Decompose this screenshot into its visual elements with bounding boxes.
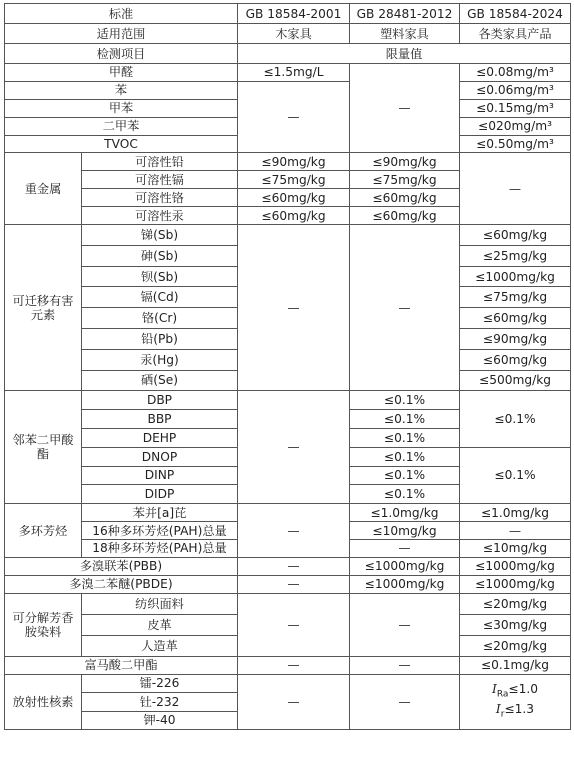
value-cell: ≤500mg/kg xyxy=(460,370,571,391)
value-cell: ≤30mg/kg xyxy=(460,614,571,635)
dash-cell: — xyxy=(238,391,350,504)
value-cell: ≤60mg/kg xyxy=(350,189,460,207)
item-name: 可溶性汞 xyxy=(82,207,238,225)
dash-cell: — xyxy=(460,153,571,225)
value-cell: ≤020mg/m³ xyxy=(460,117,571,135)
value-cell: ≤10mg/kg xyxy=(350,522,460,540)
value-cell: ≤0.1% xyxy=(350,447,460,466)
dash-cell: — xyxy=(350,64,460,153)
ira-value: ≤1.0 xyxy=(508,682,538,697)
item-bap: 苯并[a]芘 xyxy=(82,504,238,522)
scope-2012: 塑料家具 xyxy=(350,24,460,44)
scope-2001: 木家具 xyxy=(238,24,350,44)
dash-cell: — xyxy=(238,593,350,656)
ir-symbol: I xyxy=(495,701,501,716)
value-cell: ≤75mg/kg xyxy=(350,171,460,189)
value-cell: ≤25mg/kg xyxy=(460,245,571,266)
group-pah: 多环芳烃 xyxy=(5,504,82,558)
value-cell: ≤1.0mg/kg xyxy=(460,504,571,522)
value-cell: ≤1000mg/kg xyxy=(460,575,571,593)
item-xylene: 二甲苯 xyxy=(5,117,238,135)
value-cell: ≤60mg/kg xyxy=(460,349,571,370)
table-row xyxy=(5,557,571,575)
item-artificial-leather: 人造革 xyxy=(82,635,238,656)
item-name: 钡(Sb) xyxy=(82,266,238,287)
value-cell: ≤60mg/kg xyxy=(238,189,350,207)
header-row-items xyxy=(5,44,571,64)
group-migratable: 可迁移有害元素 xyxy=(5,225,82,391)
value-cell: ≤0.1% xyxy=(350,466,460,485)
item-pah18: 18种多环芳烃(PAH)总量 xyxy=(82,539,238,557)
item-name: 汞(Hg) xyxy=(82,349,238,370)
item-label: 检测项目 xyxy=(5,44,238,64)
item-name: 锑(Sb) xyxy=(82,225,238,246)
dash-cell: — xyxy=(238,656,350,674)
item-name: 可溶性铬 xyxy=(82,189,238,207)
value-cell: ≤1000mg/kg xyxy=(350,575,460,593)
ir-line xyxy=(462,702,568,721)
item-ra226: 镭-226 xyxy=(82,674,238,693)
group-phthalates: 邻苯二甲酸酯 xyxy=(5,391,82,504)
scope-2024: 各类家具产品 xyxy=(460,24,571,44)
value-cell: ≤0.1mg/kg xyxy=(460,656,571,674)
item-th232: 钍-232 xyxy=(82,693,238,712)
item-leather: 皮革 xyxy=(82,614,238,635)
item-dmf: 富马酸二甲酯 xyxy=(5,656,238,674)
dash-cell: — xyxy=(238,504,350,558)
dash-cell: — xyxy=(350,674,460,730)
std-label: 标准 xyxy=(5,4,238,24)
table-row xyxy=(5,225,571,246)
value-cell: ≤1.5mg/L xyxy=(238,64,350,82)
value-cell: ≤1000mg/kg xyxy=(460,557,571,575)
table-row xyxy=(5,593,571,614)
item-toluene: 甲苯 xyxy=(5,99,238,117)
ira-symbol: I xyxy=(491,682,497,697)
ir-subscript: r xyxy=(500,709,505,720)
item-name: 可溶性铅 xyxy=(82,153,238,171)
table-row xyxy=(5,674,571,693)
table-row xyxy=(5,81,571,99)
value-cell: ≤0.50mg/m³ xyxy=(460,135,571,153)
value-cell: ≤60mg/kg xyxy=(350,207,460,225)
group-radionuclides: 放射性核素 xyxy=(5,674,82,730)
value-cell: ≤0.1% xyxy=(460,391,571,447)
value-cell: ≤0.08mg/m³ xyxy=(460,64,571,82)
table-row xyxy=(5,656,571,674)
ira-subscript: Ra xyxy=(496,689,509,700)
dash-cell: — xyxy=(350,656,460,674)
group-azo: 可分解芳香胺染料 xyxy=(5,593,82,656)
value-cell: ≤0.1% xyxy=(350,410,460,429)
value-cell: ≤0.1% xyxy=(350,485,460,504)
header-row-standard xyxy=(5,4,571,24)
dash-cell: — xyxy=(238,674,350,730)
dash-cell: — xyxy=(238,557,350,575)
value-cell: ≤0.1% xyxy=(460,447,571,503)
item-name: 铅(Pb) xyxy=(82,329,238,350)
std-2024: GB 18584-2024 xyxy=(460,4,571,24)
scope-label: 适用范围 xyxy=(5,24,238,44)
item-pbde: 多溴二苯醚(PBDE) xyxy=(5,575,238,593)
value-cell: ≤90mg/kg xyxy=(460,329,571,350)
value-cell: ≤20mg/kg xyxy=(460,635,571,656)
item-name: 可溶性镉 xyxy=(82,171,238,189)
ira-line xyxy=(462,682,568,701)
item-name: 铬(Cr) xyxy=(82,308,238,329)
std-2012: GB 28481-2012 xyxy=(350,4,460,24)
value-cell: ≤1.0mg/kg xyxy=(350,504,460,522)
group-heavy-metals: 重金属 xyxy=(5,153,82,225)
value-cell: ≤1000mg/kg xyxy=(350,557,460,575)
furniture-standards-table xyxy=(4,3,571,730)
dash-cell: — xyxy=(350,593,460,656)
ir-value: ≤1.3 xyxy=(504,701,535,716)
value-cell: ≤60mg/kg xyxy=(460,308,571,329)
table-row xyxy=(5,575,571,593)
std-2001: GB 18584-2001 xyxy=(238,4,350,24)
item-formaldehyde: 甲醛 xyxy=(5,64,238,82)
item-name: DNOP xyxy=(82,447,238,466)
item-k40: 钾-40 xyxy=(82,711,238,730)
radio-index-cell xyxy=(460,674,571,730)
table-row xyxy=(5,504,571,522)
dash-cell: — xyxy=(460,522,571,540)
value-cell: ≤0.15mg/m³ xyxy=(460,99,571,117)
item-name: 砷(Sb) xyxy=(82,245,238,266)
item-textile: 纺织面料 xyxy=(82,593,238,614)
item-name: DINP xyxy=(82,466,238,485)
limit-label: 限量值 xyxy=(238,44,571,64)
dash-cell: — xyxy=(238,225,350,391)
table-row xyxy=(5,64,571,82)
value-cell: ≤0.1% xyxy=(350,391,460,410)
value-cell: ≤0.1% xyxy=(350,428,460,447)
dash-cell: — xyxy=(238,81,350,153)
value-cell: ≤60mg/kg xyxy=(238,207,350,225)
item-name: 硒(Se) xyxy=(82,370,238,391)
item-benzene: 苯 xyxy=(5,81,238,99)
header-row-scope xyxy=(5,24,571,44)
item-name: DBP xyxy=(82,391,238,410)
item-tvoc: TVOC xyxy=(5,135,238,153)
table-row xyxy=(5,391,571,410)
item-name: DEHP xyxy=(82,428,238,447)
value-cell: ≤75mg/kg xyxy=(460,287,571,308)
value-cell: ≤75mg/kg xyxy=(238,171,350,189)
dash-cell: — xyxy=(350,539,460,557)
value-cell: ≤90mg/kg xyxy=(238,153,350,171)
item-pbb: 多溴联苯(PBB) xyxy=(5,557,238,575)
item-name: DIDP xyxy=(82,485,238,504)
value-cell: ≤10mg/kg xyxy=(460,539,571,557)
value-cell: ≤90mg/kg xyxy=(350,153,460,171)
value-cell: ≤20mg/kg xyxy=(460,593,571,614)
value-cell: ≤1000mg/kg xyxy=(460,266,571,287)
table-row xyxy=(5,153,571,171)
value-cell: ≤0.06mg/m³ xyxy=(460,81,571,99)
item-name: 镉(Cd) xyxy=(82,287,238,308)
dash-cell: — xyxy=(350,225,460,391)
item-pah16: 16种多环芳烃(PAH)总量 xyxy=(82,522,238,540)
item-name: BBP xyxy=(82,410,238,429)
value-cell: ≤60mg/kg xyxy=(460,225,571,246)
dash-cell: — xyxy=(238,575,350,593)
